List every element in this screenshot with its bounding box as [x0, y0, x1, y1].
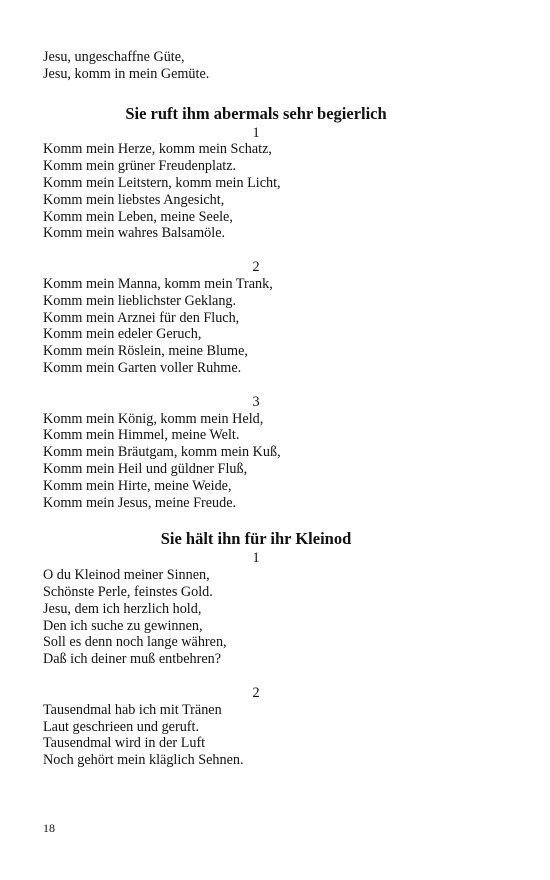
verse-line: Komm mein Heil und güldner Fluß, [43, 460, 248, 477]
stanza [43, 685, 473, 769]
stanza-number: 3 [252, 393, 260, 410]
verse-line: Jesu, komm in mein Gemüte. [43, 65, 210, 82]
verse-line: Komm mein Leben, meine Seele, [43, 208, 233, 225]
verse-line: Komm mein Herze, komm mein Schatz, [43, 141, 272, 158]
stanza [43, 259, 473, 377]
stanza-number: 1 [252, 550, 260, 567]
verse-line: Komm mein wahres Balsamöle. [43, 225, 226, 242]
verse-line: Komm mein Jesus, meine Freude. [43, 494, 237, 511]
page-number: 18 [43, 821, 55, 835]
section-title: Sie hält ihn für ihr Kleinod [160, 529, 352, 549]
verse-line: Komm mein lieblichster Geklang. [43, 292, 237, 309]
verse-line: Noch gehört mein kläglich Sehnen. [43, 752, 244, 769]
verse-line: Soll es denn noch lange währen, [43, 634, 227, 651]
verse-line: Komm mein Bräutgam, komm mein Kuß, [43, 444, 281, 461]
stanza-number: 1 [252, 124, 260, 141]
verse-line: Komm mein Arznei für den Fluch, [43, 309, 240, 326]
stanza-number: 2 [252, 684, 260, 701]
verse-line: Jesu, dem ich herzlich hold, [43, 600, 202, 617]
verse-line: Komm mein Garten voller Ruhme. [43, 359, 242, 376]
verse-line: Daß ich deiner muß entbehren? [43, 651, 222, 668]
intro-stanza [43, 49, 473, 83]
verse-line: Komm mein edeler Geruch, [43, 326, 202, 343]
verse-line: Schönste Perle, feinstes Gold. [43, 583, 213, 600]
stanza [43, 394, 473, 512]
page-content [43, 0, 473, 769]
verse-line: Komm mein liebstes Angesicht, [43, 191, 225, 208]
verse-line: Komm mein Manna, komm mein Trank, [43, 275, 273, 292]
verse-line: Komm mein grüner Freudenplatz. [43, 158, 237, 175]
verse-line: O du Kleinod meiner Sinnen, [43, 567, 210, 584]
verse-line: Komm mein Hirte, meine Weide, [43, 477, 232, 494]
verse-line: Komm mein Himmel, meine Welt. [43, 427, 240, 444]
stanza [43, 550, 473, 668]
verse-line: Den ich suche zu gewinnen, [43, 617, 203, 634]
verse-line: Komm mein Leitstern, komm mein Licht, [43, 174, 281, 191]
verse-line: Tausendmal hab ich mit Tränen [43, 701, 222, 718]
stanza-number: 2 [252, 259, 260, 276]
verse-line: Tausendmal wird in der Luft [43, 735, 206, 752]
verse-line: Komm mein König, komm mein Held, [43, 410, 264, 427]
stanza [43, 125, 473, 243]
verse-line: Jesu, ungeschaffne Güte, [43, 49, 185, 65]
verse-line: Komm mein Röslein, meine Blume, [43, 343, 248, 360]
verse-line: Laut geschrieen und geruft. [43, 718, 200, 735]
section-title: Sie ruft ihm abermals sehr begierlich [125, 103, 387, 123]
